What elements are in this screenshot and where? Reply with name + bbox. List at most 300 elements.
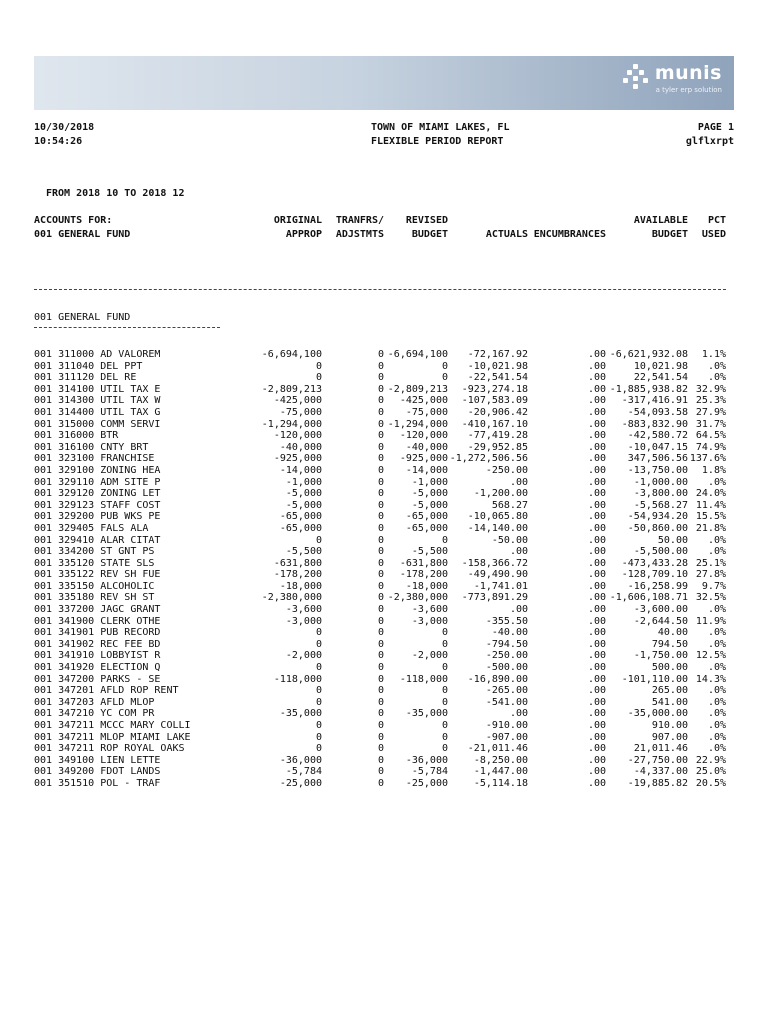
cell-pct: .0% [707, 720, 726, 731]
cell-orig: -65,000 [279, 511, 322, 523]
col-revised-1: REVISED [405, 215, 448, 226]
cell-tr: 0 [377, 372, 384, 384]
cell-rev: -3,000 [411, 615, 448, 627]
cell-acct: 001 329405 FALS ALA [34, 522, 149, 534]
cell-pct: .0% [707, 638, 726, 650]
cell-orig: 0 [315, 696, 322, 708]
cell-enc: .00 [587, 488, 606, 500]
cell-enc: .00 [587, 383, 606, 395]
table-row [34, 592, 726, 604]
cell-act: -21,011.46 [467, 743, 528, 755]
cell-orig: 0 [315, 627, 322, 639]
cell-act: -158,366.72 [461, 557, 528, 569]
cell-orig: -5,784 [285, 766, 322, 778]
cell-pct: 21.8% [695, 522, 726, 534]
cell-tr: 0 [377, 499, 384, 511]
cell-pct: 25.3% [695, 395, 726, 407]
cell-act: .00 [509, 708, 528, 720]
cell-orig: -120,000 [273, 430, 322, 442]
cell-avail: -19,885.82 [627, 777, 688, 789]
cell-orig: 0 [315, 720, 322, 731]
cell-act: .00 [509, 604, 528, 616]
cell-enc: .00 [587, 360, 606, 372]
cell-orig: -2,380,000 [261, 592, 322, 604]
cell-rev: -5,500 [411, 546, 448, 558]
table-row [34, 697, 726, 709]
cell-tr: 0 [377, 720, 384, 731]
cell-avail: -35,000.00 [627, 708, 688, 720]
cell-rev: 0 [441, 720, 448, 731]
cell-act: -923,274.18 [461, 383, 528, 395]
cell-orig: -3,600 [285, 604, 322, 616]
table-row [34, 500, 726, 512]
logo-name: munis [654, 62, 722, 84]
org-name: TOWN OF MIAMI LAKES, FL [371, 122, 510, 133]
cell-avail: -1,606,108.71 [609, 592, 688, 604]
cell-pct: 25.0% [695, 766, 726, 778]
cell-tr: 0 [377, 418, 384, 430]
cell-enc: .00 [587, 534, 606, 546]
cell-tr: 0 [377, 546, 384, 558]
report-title: FLEXIBLE PERIOD REPORT [371, 136, 504, 147]
cell-rev: 0 [441, 372, 448, 384]
cell-pct: .0% [707, 627, 726, 639]
cell-orig: -425,000 [273, 395, 322, 407]
cell-act: 568.27 [491, 499, 528, 511]
page-number: PAGE 1 [697, 122, 734, 133]
cell-pct: 20.5% [695, 777, 726, 789]
cell-avail: 265.00 [651, 685, 688, 697]
cell-pct: .0% [707, 360, 726, 372]
cell-avail: 347,506.56 [627, 453, 688, 465]
col-pct-2: USED [701, 229, 726, 240]
cell-tr: 0 [377, 464, 384, 476]
cell-avail: -3,800.00 [633, 488, 688, 500]
cell-avail: -6,621,932.08 [609, 349, 688, 360]
cell-pct: .0% [707, 696, 726, 708]
cell-avail: -50,860.00 [627, 522, 688, 534]
cell-acct: 001 341910 LOBBYIST R [34, 650, 161, 662]
cell-tr: 0 [377, 557, 384, 569]
cell-acct: 001 341901 PUB RECORD [34, 627, 161, 639]
table-row [34, 430, 726, 442]
cell-tr: 0 [377, 476, 384, 488]
cell-tr: 0 [377, 511, 384, 523]
table-row [34, 395, 726, 407]
cell-orig: -925,000 [273, 453, 322, 465]
cell-rev: -35,000 [405, 708, 448, 720]
cell-rev: -2,000 [411, 650, 448, 662]
cell-acct: 001 335180 REV SH ST [34, 592, 155, 604]
cell-acct: 001 335150 ALCOHOLIC [34, 580, 155, 592]
cell-avail: -4,337.00 [633, 766, 688, 778]
table-row [34, 766, 726, 778]
cell-acct: 001 347211 MCCC MARY COLLI [34, 720, 191, 731]
cell-rev: -2,809,213 [387, 383, 448, 395]
cell-acct: 001 315000 COMM SERVI [34, 418, 161, 430]
cell-enc: .00 [587, 569, 606, 581]
cell-pct: .0% [707, 662, 726, 674]
program-name: glflxrpt [685, 136, 734, 147]
cell-orig: 0 [315, 731, 322, 743]
cell-avail: -42,580.72 [627, 430, 688, 442]
cell-pct: 22.9% [695, 754, 726, 766]
cell-enc: .00 [587, 511, 606, 523]
cell-enc: .00 [587, 638, 606, 650]
cell-orig: -2,809,213 [261, 383, 322, 395]
cell-tr: 0 [377, 406, 384, 418]
cell-avail: -54,093.58 [627, 406, 688, 418]
cell-orig: 0 [315, 685, 322, 697]
cell-rev: 0 [441, 731, 448, 743]
cell-rev: -1,000 [411, 476, 448, 488]
table-row [34, 708, 726, 720]
cell-act: -410,167.10 [461, 418, 528, 430]
cell-enc: .00 [587, 580, 606, 592]
cell-enc: .00 [587, 743, 606, 755]
cell-orig: -5,000 [285, 488, 322, 500]
cell-tr: 0 [377, 627, 384, 639]
cell-rev: 0 [441, 627, 448, 639]
cell-act: -910.00 [485, 720, 528, 731]
cell-avail: -101,110.00 [621, 673, 688, 685]
cell-enc: .00 [587, 650, 606, 662]
cell-acct: 001 335120 STATE SLS [34, 557, 155, 569]
cell-orig: 0 [315, 360, 322, 372]
cell-act: -5,114.18 [473, 777, 528, 789]
cell-tr: 0 [377, 615, 384, 627]
cell-rev: -118,000 [399, 673, 448, 685]
table-row [34, 523, 726, 535]
cell-orig: -2,000 [285, 650, 322, 662]
cell-enc: .00 [587, 464, 606, 476]
cell-enc: .00 [587, 430, 606, 442]
cell-tr: 0 [377, 650, 384, 662]
cell-enc: .00 [587, 685, 606, 697]
cell-avail: -5,568.27 [633, 499, 688, 511]
cell-orig: -65,000 [279, 522, 322, 534]
cell-act: -500.00 [485, 662, 528, 674]
col-transfers-2: ADJSTMTS [335, 229, 384, 240]
period-range: FROM 2018 10 TO 2018 12 [46, 188, 185, 199]
cell-enc: .00 [587, 406, 606, 418]
cell-rev: -6,694,100 [387, 349, 448, 360]
cell-avail: -10,047.15 [627, 441, 688, 453]
cell-enc: .00 [587, 777, 606, 789]
table-row [34, 558, 726, 570]
cell-orig: -36,000 [279, 754, 322, 766]
cell-tr: 0 [377, 731, 384, 743]
cell-acct: 001 347210 YC COM PR [34, 708, 155, 720]
cell-acct: 001 351510 POL - TRAF [34, 777, 161, 789]
cell-acct: 001 323100 FRANCHISE [34, 453, 155, 465]
cell-enc: .00 [587, 696, 606, 708]
cell-tr: 0 [377, 569, 384, 581]
cell-acct: 001 349100 LIEN LETTE [34, 754, 161, 766]
cell-avail: 22,541.54 [633, 372, 688, 384]
cell-orig: 0 [315, 534, 322, 546]
cell-act: -250.00 [485, 650, 528, 662]
cell-pct: 137.6% [689, 453, 726, 465]
cell-rev: 0 [441, 685, 448, 697]
cell-act: -265.00 [485, 685, 528, 697]
section-title: 001 GENERAL FUND [34, 312, 131, 323]
cell-tr: 0 [377, 708, 384, 720]
cell-enc: .00 [587, 453, 606, 465]
cell-act: -1,447.00 [473, 766, 528, 778]
cell-pct: .0% [707, 604, 726, 616]
cell-enc: .00 [587, 499, 606, 511]
cell-act: -77,419.28 [467, 430, 528, 442]
cell-avail: -128,709.10 [621, 569, 688, 581]
col-revised-2: BUDGET [411, 229, 448, 240]
cell-rev: -1,294,000 [387, 418, 448, 430]
cell-pct: .0% [707, 708, 726, 720]
cell-act: -907.00 [485, 731, 528, 743]
table-row [34, 419, 726, 431]
table-row [34, 488, 726, 500]
cell-act: -773,891.29 [461, 592, 528, 604]
cell-pct: .0% [707, 546, 726, 558]
cell-enc: .00 [587, 720, 606, 731]
munis-logo-icon [623, 64, 651, 90]
cell-enc: .00 [587, 372, 606, 384]
cell-tr: 0 [377, 766, 384, 778]
cell-acct: 001 329120 ZONING LET [34, 488, 161, 500]
cell-act: -16,890.00 [467, 673, 528, 685]
cell-avail: -1,750.00 [633, 650, 688, 662]
cell-tr: 0 [377, 754, 384, 766]
cell-acct: 001 311040 DEL PPT [34, 360, 143, 372]
table-row [34, 349, 726, 361]
cell-enc: .00 [587, 662, 606, 674]
cell-rev: -65,000 [405, 511, 448, 523]
table-row [34, 720, 726, 732]
cell-act: -541.00 [485, 696, 528, 708]
cell-tr: 0 [377, 430, 384, 442]
table-row [34, 616, 726, 628]
section-underline [34, 327, 220, 328]
accounts-for-fund: 001 GENERAL FUND [34, 229, 131, 240]
cell-avail: -317,416.91 [621, 395, 688, 407]
cell-enc: .00 [587, 604, 606, 616]
cell-tr: 0 [377, 488, 384, 500]
table-row [34, 384, 726, 396]
cell-orig: 0 [315, 638, 322, 650]
cell-act: -1,741.01 [473, 580, 528, 592]
cell-enc: .00 [587, 395, 606, 407]
table-row [34, 453, 726, 465]
cell-tr: 0 [377, 360, 384, 372]
cell-avail: -473,433.28 [621, 557, 688, 569]
cell-orig: -5,000 [285, 499, 322, 511]
cell-acct: 001 347200 PARKS - SE [34, 673, 161, 685]
cell-act: -1,200.00 [473, 488, 528, 500]
cell-pct: .0% [707, 534, 726, 546]
cell-pct: 11.4% [695, 499, 726, 511]
table-row [34, 778, 726, 790]
col-transfers-1: TRANFRS/ [335, 215, 384, 226]
cell-pct: 25.1% [695, 557, 726, 569]
cell-act: -794.50 [485, 638, 528, 650]
cell-orig: -40,000 [279, 441, 322, 453]
cell-rev: -40,000 [405, 441, 448, 453]
cell-act: -10,021.98 [467, 360, 528, 372]
cell-tr: 0 [377, 522, 384, 534]
cell-tr: 0 [377, 638, 384, 650]
munis-logo [655, 62, 722, 94]
cell-rev: -18,000 [405, 580, 448, 592]
cell-orig: -18,000 [279, 580, 322, 592]
table-row [34, 442, 726, 454]
cell-tr: 0 [377, 777, 384, 789]
cell-rev: 0 [441, 696, 448, 708]
cell-tr: 0 [377, 349, 384, 360]
cell-avail: 10,021.98 [633, 360, 688, 372]
cell-orig: 0 [315, 662, 322, 674]
cell-rev: -120,000 [399, 430, 448, 442]
cell-act: -50.00 [491, 534, 528, 546]
cell-avail: -3,600.00 [633, 604, 688, 616]
cell-rev: -2,380,000 [387, 592, 448, 604]
cell-acct: 001 347211 ROP ROYAL OAKS [34, 743, 185, 755]
cell-acct: 001 329410 ALAR CITAT [34, 534, 161, 546]
cell-act: .00 [509, 476, 528, 488]
cell-rev: -5,784 [411, 766, 448, 778]
cell-tr: 0 [377, 662, 384, 674]
cell-orig: -6,694,100 [261, 349, 322, 360]
logo-tagline: a tyler erp solution [655, 86, 722, 94]
cell-acct: 001 337200 JAGC GRANT [34, 604, 161, 616]
cell-tr: 0 [377, 696, 384, 708]
cell-avail: -883,832.90 [621, 418, 688, 430]
cell-acct: 001 347201 AFLD ROP RENT [34, 685, 179, 697]
table-row [34, 685, 726, 697]
cell-pct: 12.5% [695, 650, 726, 662]
cell-tr: 0 [377, 673, 384, 685]
report-date: 10/30/2018 [34, 122, 95, 133]
cell-orig: -118,000 [273, 673, 322, 685]
cell-act: .00 [509, 546, 528, 558]
cell-pct: 32.9% [695, 383, 726, 395]
cell-pct: 27.9% [695, 406, 726, 418]
table-row [34, 407, 726, 419]
cell-acct: 001 329100 ZONING HEA [34, 464, 161, 476]
cell-enc: .00 [587, 441, 606, 453]
cell-enc: .00 [587, 673, 606, 685]
cell-pct: 24.0% [695, 488, 726, 500]
cell-avail: -27,750.00 [627, 754, 688, 766]
cell-enc: .00 [587, 627, 606, 639]
cell-pct: .0% [707, 731, 726, 743]
cell-acct: 001 316000 BTR [34, 430, 119, 442]
cell-act: -1,272,506.56 [449, 453, 528, 465]
cell-orig: -1,000 [285, 476, 322, 488]
cell-tr: 0 [377, 685, 384, 697]
cell-rev: -36,000 [405, 754, 448, 766]
table-row [34, 604, 726, 616]
cell-enc: .00 [587, 522, 606, 534]
table-row [34, 361, 726, 373]
col-original-1: ORIGINAL [273, 215, 322, 226]
table-row [34, 569, 726, 581]
cell-orig: -631,800 [273, 557, 322, 569]
cell-avail: -13,750.00 [627, 464, 688, 476]
cell-acct: 001 329123 STAFF COST [34, 499, 161, 511]
cell-rev: -75,000 [405, 406, 448, 418]
cell-rev: -65,000 [405, 522, 448, 534]
cell-rev: -5,000 [411, 499, 448, 511]
cell-orig: -35,000 [279, 708, 322, 720]
cell-pct: 15.5% [695, 511, 726, 523]
cell-tr: 0 [377, 604, 384, 616]
cell-rev: 0 [441, 638, 448, 650]
cell-acct: 001 349200 FDOT LANDS [34, 766, 161, 778]
cell-orig: 0 [315, 743, 322, 755]
cell-tr: 0 [377, 743, 384, 755]
account-table [34, 349, 726, 790]
cell-avail: -54,934.20 [627, 511, 688, 523]
table-row [34, 627, 726, 639]
cell-avail: -1,885,938.82 [609, 383, 688, 395]
cell-rev: -425,000 [399, 395, 448, 407]
header-divider [34, 289, 726, 290]
cell-pct: 1.1% [701, 349, 726, 360]
cell-acct: 001 341920 ELECTION Q [34, 662, 161, 674]
cell-orig: 0 [315, 372, 322, 384]
cell-pct: 74.9% [695, 441, 726, 453]
cell-pct: 31.7% [695, 418, 726, 430]
cell-orig: -75,000 [279, 406, 322, 418]
table-row [34, 650, 726, 662]
table-row [34, 755, 726, 767]
col-encumbrances: ENCUMBRANCES [533, 229, 606, 240]
cell-pct: .0% [707, 372, 726, 384]
cell-pct: 11.9% [695, 615, 726, 627]
cell-orig: -3,000 [285, 615, 322, 627]
cell-avail: -5,500.00 [633, 546, 688, 558]
cell-rev: -25,000 [405, 777, 448, 789]
cell-avail: 40.00 [657, 627, 688, 639]
col-actuals: ACTUALS [485, 229, 528, 240]
cell-pct: 27.8% [695, 569, 726, 581]
table-row [34, 477, 726, 489]
cell-rev: 0 [441, 534, 448, 546]
cell-pct: .0% [707, 476, 726, 488]
cell-enc: .00 [587, 546, 606, 558]
cell-pct: 9.7% [701, 580, 726, 592]
cell-pct: 64.5% [695, 430, 726, 442]
table-row [34, 732, 726, 744]
report-banner [34, 56, 734, 110]
cell-avail: 794.50 [651, 638, 688, 650]
cell-enc: .00 [587, 592, 606, 604]
cell-avail: -2,644.50 [633, 615, 688, 627]
table-row [34, 674, 726, 686]
cell-acct: 001 329110 ADM SITE P [34, 476, 161, 488]
cell-rev: -5,000 [411, 488, 448, 500]
cell-rev: -631,800 [399, 557, 448, 569]
cell-rev: 0 [441, 743, 448, 755]
report-time: 10:54:26 [34, 136, 83, 147]
cell-pct: 14.3% [695, 673, 726, 685]
cell-act: -22,541.54 [467, 372, 528, 384]
cell-act: -14,140.00 [467, 522, 528, 534]
cell-act: -20,906.42 [467, 406, 528, 418]
cell-tr: 0 [377, 580, 384, 592]
cell-pct: 32.5% [695, 592, 726, 604]
cell-acct: 001 311000 AD VALOREM [34, 349, 161, 360]
